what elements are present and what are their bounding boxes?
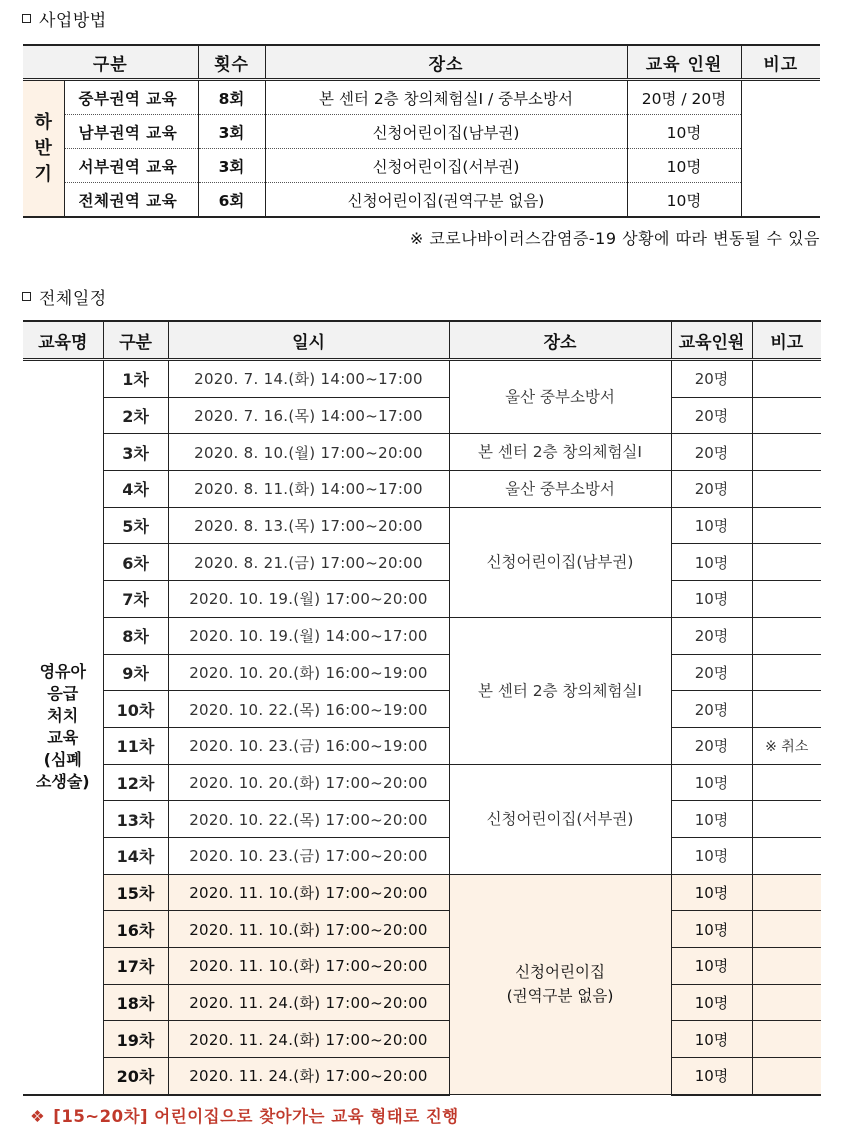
table-row	[23, 837, 821, 874]
schedule-table-header	[23, 321, 821, 360]
datetime-cell: 2020. 10. 19.(월) 14:00~17:00	[168, 617, 449, 654]
region-place: 신청어린이집(남부권)	[265, 115, 627, 149]
people-cell: 20명	[671, 434, 752, 471]
session-cell: 2차	[103, 397, 168, 434]
people-cell: 10명	[671, 507, 752, 544]
session-cell: 9차	[103, 654, 168, 691]
table-row	[23, 764, 821, 801]
people-cell: 10명	[671, 801, 752, 838]
header-datetime: 일시	[168, 321, 449, 360]
datetime-cell: 2020. 11. 24.(화) 17:00~20:00	[168, 1021, 449, 1058]
people-cell: 10명	[671, 764, 752, 801]
session-cell: 7차	[103, 581, 168, 618]
note-cell	[752, 617, 821, 654]
header-note: 비고	[741, 45, 820, 80]
note-cell	[752, 948, 821, 985]
session-cell: 16차	[103, 911, 168, 948]
region-name: 서부권역 교육	[64, 149, 198, 183]
people-cell: 10명	[671, 1021, 752, 1058]
people-cell: 10명	[671, 911, 752, 948]
people-cell: 10명	[671, 837, 752, 874]
table-row	[23, 911, 821, 948]
session-cell: 18차	[103, 984, 168, 1021]
note-cell	[752, 874, 821, 911]
datetime-cell: 2020. 8. 13.(목) 17:00~20:00	[168, 507, 449, 544]
datetime-cell: 2020. 10. 22.(목) 16:00~19:00	[168, 691, 449, 728]
datetime-cell: 2020. 7. 16.(목) 14:00~17:00	[168, 397, 449, 434]
note-cell	[752, 1058, 821, 1095]
place-cell: 신청어린이집(서부권)	[449, 764, 671, 874]
table-row	[23, 984, 821, 1021]
people-cell: 20명	[671, 360, 752, 398]
session-cell: 8차	[103, 617, 168, 654]
region-count: 3회	[198, 149, 265, 183]
note-cell	[752, 801, 821, 838]
edu-name-cell: 영유아 응급 처치 교육 (심폐 소생술)	[23, 360, 103, 1095]
session-cell: 4차	[103, 471, 168, 508]
region-name: 중부권역 교육	[64, 80, 198, 115]
schedule-table	[23, 320, 821, 1096]
region-name: 남부권역 교육	[64, 115, 198, 149]
table-row	[23, 874, 821, 911]
method-table-header	[23, 45, 820, 80]
session-cell: 19차	[103, 1021, 168, 1058]
header-session: 구분	[103, 321, 168, 360]
note-cell	[752, 911, 821, 948]
people-cell: 10명	[671, 1058, 752, 1095]
section-title-schedule	[22, 284, 107, 309]
note-cell: ※ 취소	[752, 727, 821, 764]
note-cell	[752, 507, 821, 544]
session-cell: 20차	[103, 1058, 168, 1095]
region-place: 신청어린이집(권역구분 없음)	[265, 183, 627, 218]
note-cell	[752, 581, 821, 618]
place-cell: 신청어린이집(남부권)	[449, 507, 671, 617]
people-cell: 20명	[671, 397, 752, 434]
table-row	[23, 617, 821, 654]
header-place: 장소	[449, 321, 671, 360]
people-cell: 10명	[671, 948, 752, 985]
header-count: 횟수	[198, 45, 265, 80]
session-cell: 15차	[103, 874, 168, 911]
datetime-cell: 2020. 10. 20.(화) 16:00~19:00	[168, 654, 449, 691]
datetime-cell: 2020. 11. 10.(화) 17:00~20:00	[168, 874, 449, 911]
datetime-cell: 2020. 10. 22.(목) 17:00~20:00	[168, 801, 449, 838]
table-row	[23, 544, 821, 581]
region-people: 10명	[627, 183, 741, 218]
people-cell: 10명	[671, 874, 752, 911]
datetime-cell: 2020. 10. 20.(화) 17:00~20:00	[168, 764, 449, 801]
note-cell	[752, 837, 821, 874]
table-row	[23, 360, 821, 398]
datetime-cell: 2020. 8. 10.(월) 17:00~20:00	[168, 434, 449, 471]
table-row	[23, 801, 821, 838]
table-row	[23, 434, 821, 471]
datetime-cell: 2020. 11. 24.(화) 17:00~20:00	[168, 984, 449, 1021]
note-cell	[752, 691, 821, 728]
people-cell: 20명	[671, 727, 752, 764]
table-row	[23, 1021, 821, 1058]
checkbox-square-icon	[22, 292, 31, 301]
header-people: 교육 인원	[627, 45, 741, 80]
table-row	[23, 727, 821, 764]
datetime-cell: 2020. 11. 10.(화) 17:00~20:00	[168, 911, 449, 948]
datetime-cell: 2020. 11. 24.(화) 17:00~20:00	[168, 1058, 449, 1095]
table-row	[23, 654, 821, 691]
table-row	[23, 115, 820, 149]
note-cell	[752, 544, 821, 581]
session-cell: 11차	[103, 727, 168, 764]
session-cell: 12차	[103, 764, 168, 801]
table-row	[23, 471, 821, 508]
region-count: 6회	[198, 183, 265, 218]
region-note	[741, 80, 820, 218]
header-place: 장소	[265, 45, 627, 80]
table-row	[23, 948, 821, 985]
note-cell	[752, 1021, 821, 1058]
table-row	[23, 183, 820, 218]
table-row	[23, 1058, 821, 1095]
session-cell: 10차	[103, 691, 168, 728]
note-cell	[752, 984, 821, 1021]
table-row	[23, 507, 821, 544]
header-note: 비고	[752, 321, 821, 360]
people-cell: 20명	[671, 617, 752, 654]
place-cell: 본 센터 2층 창의체험실Ⅰ	[449, 617, 671, 764]
region-people: 10명	[627, 149, 741, 183]
table-row	[23, 691, 821, 728]
table-row	[23, 149, 820, 183]
region-people: 20명 / 20명	[627, 80, 741, 115]
checkbox-square-icon	[22, 14, 31, 23]
note-cell	[752, 654, 821, 691]
session-cell: 3차	[103, 434, 168, 471]
datetime-cell: 2020. 7. 14.(화) 14:00~17:00	[168, 360, 449, 398]
place-cell: 신청어린이집 (권역구분 없음)	[449, 874, 671, 1095]
note-cell	[752, 764, 821, 801]
footer-note	[30, 1103, 459, 1127]
session-cell: 13차	[103, 801, 168, 838]
region-people: 10명	[627, 115, 741, 149]
section-title-text: 전체일정	[39, 289, 107, 309]
header-people: 교육인원	[671, 321, 752, 360]
region-count: 3회	[198, 115, 265, 149]
table-row	[23, 80, 820, 115]
datetime-cell: 2020. 8. 21.(금) 17:00~20:00	[168, 544, 449, 581]
note-cell	[752, 471, 821, 508]
header-edu-name: 교육명	[23, 321, 103, 360]
place-cell: 울산 중부소방서	[449, 471, 671, 508]
datetime-cell: 2020. 10. 23.(금) 16:00~19:00	[168, 727, 449, 764]
session-cell: 14차	[103, 837, 168, 874]
method-table	[23, 44, 820, 218]
note-cell	[752, 397, 821, 434]
people-cell: 10명	[671, 984, 752, 1021]
header-category: 구분	[23, 45, 198, 80]
people-cell: 10명	[671, 581, 752, 618]
diamond-icon: ❖	[30, 1107, 46, 1126]
datetime-cell: 2020. 11. 10.(화) 17:00~20:00	[168, 948, 449, 985]
session-cell: 5차	[103, 507, 168, 544]
section-title-text: 사업방법	[39, 11, 107, 31]
region-count: 8회	[198, 80, 265, 115]
note-cell	[752, 434, 821, 471]
people-cell: 20명	[671, 691, 752, 728]
section-title-method	[22, 6, 107, 31]
covid-remark: ※ 코로나바이러스감염증-19 상황에 따라 변동될 수 있음	[409, 229, 820, 248]
place-cell: 울산 중부소방서	[449, 360, 671, 434]
region-name: 전체권역 교육	[64, 183, 198, 218]
datetime-cell: 2020. 10. 19.(월) 17:00~20:00	[168, 581, 449, 618]
session-cell: 17차	[103, 948, 168, 985]
region-place: 신청어린이집(서부권)	[265, 149, 627, 183]
region-place: 본 센터 2층 창의체험실Ⅰ / 중부소방서	[265, 80, 627, 115]
footer-text: [15~20차] 어린이집으로 찾아가는 교육 형태로 진행	[53, 1107, 459, 1126]
people-cell: 10명	[671, 544, 752, 581]
note-cell	[752, 360, 821, 398]
people-cell: 20명	[671, 471, 752, 508]
datetime-cell: 2020. 8. 11.(화) 14:00~17:00	[168, 471, 449, 508]
table-row	[23, 397, 821, 434]
people-cell: 20명	[671, 654, 752, 691]
datetime-cell: 2020. 10. 23.(금) 17:00~20:00	[168, 837, 449, 874]
session-cell: 6차	[103, 544, 168, 581]
place-cell: 본 센터 2층 창의체험실Ⅰ	[449, 434, 671, 471]
half-year-label: 하 반 기	[23, 80, 64, 218]
session-cell: 1차	[103, 360, 168, 398]
table-row	[23, 581, 821, 618]
